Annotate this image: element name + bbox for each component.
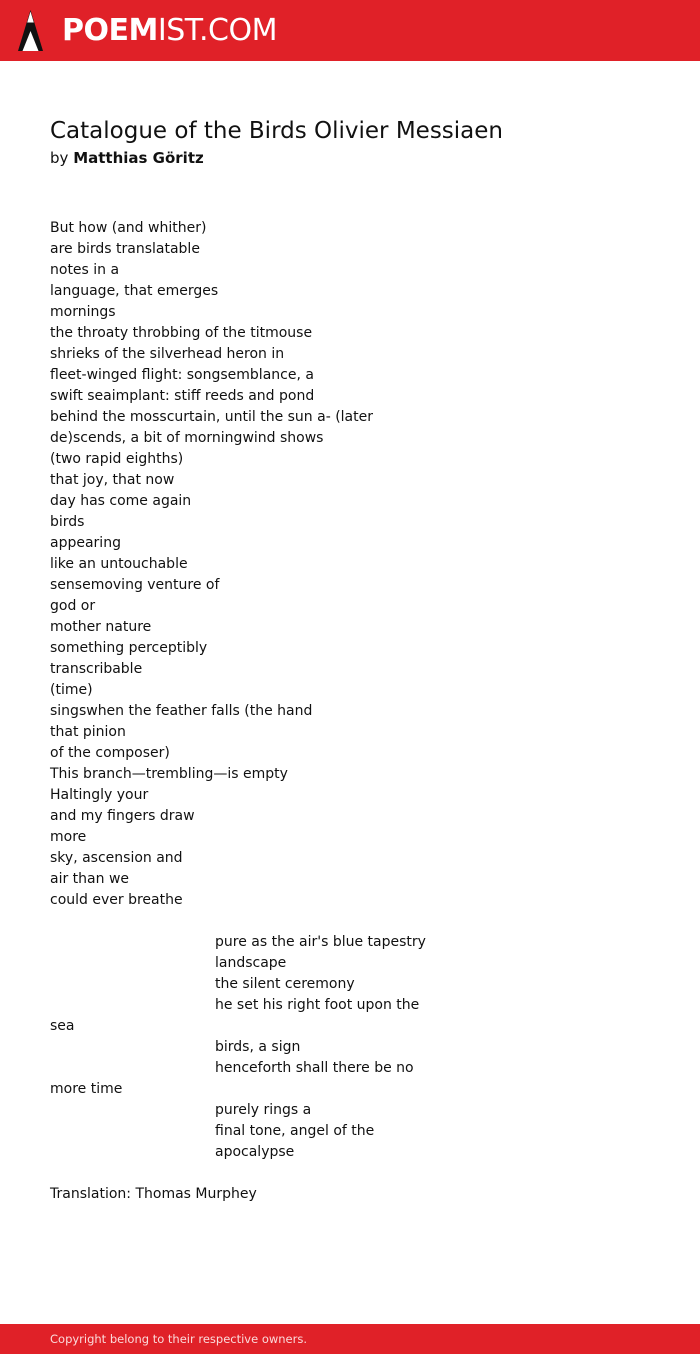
- poem-line: the throaty throbbing of the titmouse: [50, 325, 313, 341]
- poem-line: that joy, that now: [50, 472, 175, 488]
- poem-line: air than we: [50, 871, 130, 887]
- poem-line-indented: birds, a sign: [215, 1039, 301, 1055]
- site-logo[interactable]: [18, 10, 277, 51]
- poem-line: de)scends, a bit of morningwind shows: [50, 430, 324, 446]
- poem-line: singswhen the feather falls (the hand: [50, 703, 313, 719]
- stanza-break: [50, 1163, 650, 1184]
- site-footer: [0, 1324, 700, 1354]
- poem-line: fleet-winged flight: songsemblance, a: [50, 367, 314, 383]
- brand-name-light: IST.COM: [157, 13, 277, 48]
- poem-byline: [50, 148, 204, 169]
- poem-line: day has come again: [50, 493, 192, 509]
- poem-line: god or: [50, 598, 96, 614]
- poem-line: something perceptibly: [50, 640, 208, 656]
- stanza-break: [50, 911, 650, 932]
- poem-line: language, that emerges: [50, 283, 219, 299]
- poem-line: of the composer): [50, 745, 170, 761]
- poem-line: transcribable: [50, 661, 143, 677]
- poem-line: that pinion: [50, 724, 126, 740]
- poem-line-indented: the silent ceremony: [215, 976, 355, 992]
- poem-line: and my fingers draw: [50, 808, 195, 824]
- brand-name: [62, 10, 277, 51]
- poem-line: mornings: [50, 304, 116, 320]
- poem-line-indented: apocalypse: [215, 1144, 295, 1160]
- poem-line: like an untouchable: [50, 556, 188, 572]
- translation-credit: Translation: Thomas Murphey: [50, 1186, 257, 1202]
- by-label: by: [50, 149, 69, 167]
- poem-line: swift seaimplant: stiff reeds and pond: [50, 388, 315, 404]
- poem-line-indented: he set his right foot upon the: [215, 997, 420, 1013]
- copyright-notice: Copyright belong to their respective owners.: [50, 1332, 308, 1346]
- brand-name-bold: POEM: [62, 13, 158, 48]
- poem-line: sensemoving venture of: [50, 577, 220, 593]
- poem-line: behind the mosscurtain, until the sun a- (later: [50, 409, 373, 425]
- poem-line: are birds translatable: [50, 241, 200, 257]
- poem-line: mother nature: [50, 619, 152, 635]
- poem-line: more: [50, 829, 87, 845]
- poem-line: more time: [50, 1081, 123, 1097]
- poem-line: appearing: [50, 535, 121, 551]
- poem-body: [50, 218, 650, 1205]
- poem-line: sky, ascension and: [50, 850, 183, 866]
- poem-line: birds: [50, 514, 85, 530]
- poem-line: But how (and whither): [50, 220, 207, 236]
- poem-line: This branch—trembling—is empty: [50, 766, 288, 782]
- poem-line-indented: pure as the air's blue tapestry: [215, 934, 426, 950]
- site-header: [0, 0, 700, 61]
- poem-line-indented: landscape: [215, 955, 287, 971]
- poem-line: (time): [50, 682, 93, 698]
- poem-line: (two rapid eighths): [50, 451, 184, 467]
- poem-author: Matthias Göritz: [73, 149, 204, 167]
- poem-line: could ever breathe: [50, 892, 183, 908]
- poem-line-indented: purely rings a: [215, 1102, 312, 1118]
- poem-line-indented: henceforth shall there be no: [215, 1060, 414, 1076]
- poem-line-indented: final tone, angel of the: [215, 1123, 375, 1139]
- poem-title: Catalogue of the Birds Olivier Messiaen: [50, 118, 503, 144]
- pencil-tip-icon: [18, 10, 43, 51]
- poem-line: sea: [50, 1018, 75, 1034]
- poem-line: Haltingly your: [50, 787, 149, 803]
- poem-line: notes in a: [50, 262, 120, 278]
- poem-line: shrieks of the silverhead heron in: [50, 346, 285, 362]
